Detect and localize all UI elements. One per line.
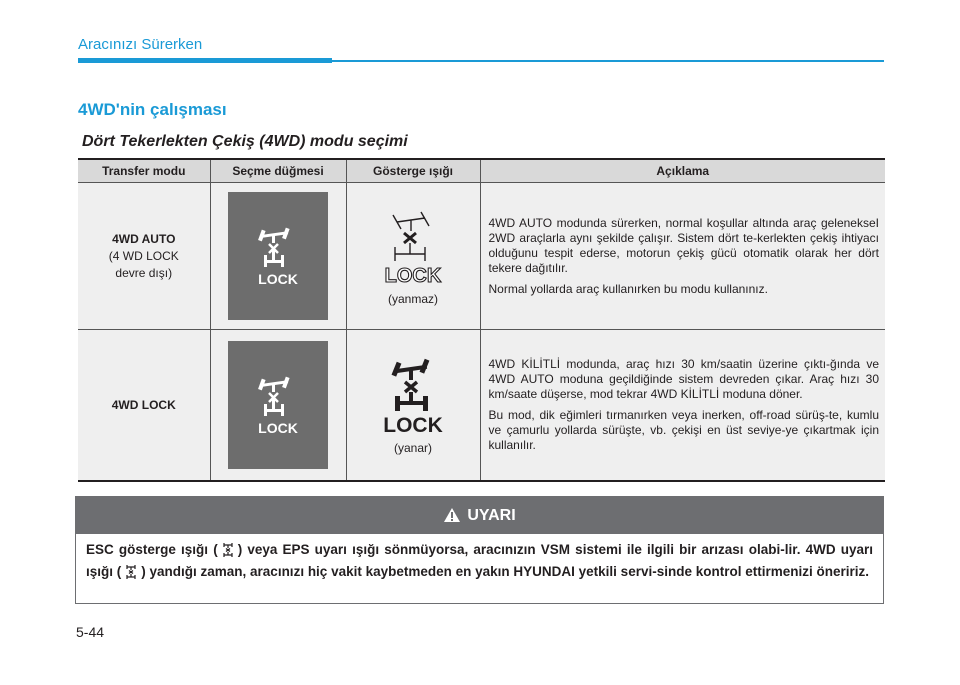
warning-text-part: ) veya EPS uyarı ışığı sönmüyorsa, aracınızın VSM sistemi ile ilgili bir arızası olabi-lir. 4WD uyarı ışığı ( bbox=[86, 542, 874, 579]
indicator-cell bbox=[346, 330, 480, 482]
description-cell bbox=[480, 330, 885, 482]
mode-cell bbox=[78, 183, 210, 330]
description-paragraph: Bu mod, dik eğimleri tırmanırken veya inerken, off-road sürüş-te, kumlu ve çamurlu yollarda sürüşte, vb. çekişi en üst seviye-ye çıkartmak için kullanılır. bbox=[488, 408, 879, 452]
warning-header bbox=[76, 497, 883, 534]
warning-title: UYARI bbox=[467, 507, 516, 524]
col-header-button: Seçme düğmesi bbox=[210, 159, 346, 183]
indicator-note: (yanmaz) bbox=[387, 291, 438, 306]
esc-indicator-icon bbox=[221, 542, 235, 563]
table-row bbox=[78, 183, 885, 330]
warning-text-part: ) yandığı zaman, aracınızı hiç vakit kaybetmeden en yakın HYUNDAI yetkili servi-sinde kontrol ettirmenizi öneririz. bbox=[141, 564, 869, 579]
description-paragraph: 4WD AUTO modunda sürerken, normal koşullar altında araç gelenekseI 2WD araçlarla aynı şekilde çalışır. Sistem dört te-kerlekten çekiş ihtiyacı olduğunu tespit ederse, motorun çekiş gücü otomatik olarak her dört tekere dağıtılır. bbox=[488, 215, 879, 275]
section-title: Aracınızı Sürerken bbox=[78, 36, 203, 53]
indicator-note: (yanar) bbox=[393, 440, 432, 455]
mode-table bbox=[78, 158, 885, 482]
col-header-description: Açıklama bbox=[480, 159, 885, 183]
mode-name: 4WD LOCK bbox=[111, 397, 176, 412]
4wd-lock-button-image bbox=[228, 192, 328, 320]
4wd-lock-indicator-on-icon bbox=[381, 356, 445, 436]
warning-box bbox=[75, 496, 884, 604]
mode-note-line2: devre dışı) bbox=[115, 265, 173, 280]
button-lock-text: LOCK bbox=[258, 420, 298, 436]
description-paragraph: Normal yollarda araç kullanırken bu modu kullanınız. bbox=[488, 281, 768, 296]
mode-cell bbox=[78, 330, 210, 482]
col-header-indicator: Gösterge ışığı bbox=[346, 159, 480, 183]
col-header-transfer: Transfer modu bbox=[78, 159, 210, 183]
page-number: 5-44 bbox=[76, 624, 105, 640]
description-paragraph: 4WD KİLİTLİ modunda, araç hızı 30 km/saatin üzerine çıktı-ğında ve 4WD AUTO moduna geçildiğinde sistem devreden çıkar. Araç hızı 30 km/saate düşerse, mod tekrar 4WD KİLİTLİ moduna döner. bbox=[488, 357, 879, 401]
button-cell bbox=[210, 330, 346, 482]
mode-name: 4WD AUTO bbox=[112, 231, 176, 246]
description-cell bbox=[480, 183, 885, 330]
warning-triangle-icon bbox=[443, 500, 461, 537]
warning-text bbox=[86, 541, 873, 585]
table-row bbox=[78, 330, 885, 482]
header-rule-thin bbox=[332, 60, 884, 62]
indicator-lock-text: LOCK bbox=[384, 264, 442, 287]
button-cell bbox=[210, 183, 346, 330]
warning-text-part: ESC gösterge ışığı ( bbox=[86, 542, 218, 557]
page-subheading: Dört Tekerlekten Çekiş (4WD) modu seçimi bbox=[82, 133, 408, 150]
header-rule-thick bbox=[78, 58, 332, 63]
page-heading: 4WD'nin çalışması bbox=[78, 100, 227, 119]
4wd-lock-button-image bbox=[228, 341, 328, 469]
4wd-warning-indicator-icon bbox=[124, 564, 138, 585]
button-lock-text: LOCK bbox=[258, 271, 298, 287]
indicator-lock-text: LOCK bbox=[383, 413, 443, 436]
4wd-lock-button-icon bbox=[254, 371, 302, 441]
mode-note-line1: (4 WD LOCK bbox=[108, 248, 179, 263]
indicator-cell bbox=[346, 183, 480, 330]
table-header-row bbox=[78, 159, 885, 183]
4wd-lock-button-icon bbox=[254, 222, 302, 292]
4wd-lock-indicator-off-icon bbox=[381, 207, 445, 287]
